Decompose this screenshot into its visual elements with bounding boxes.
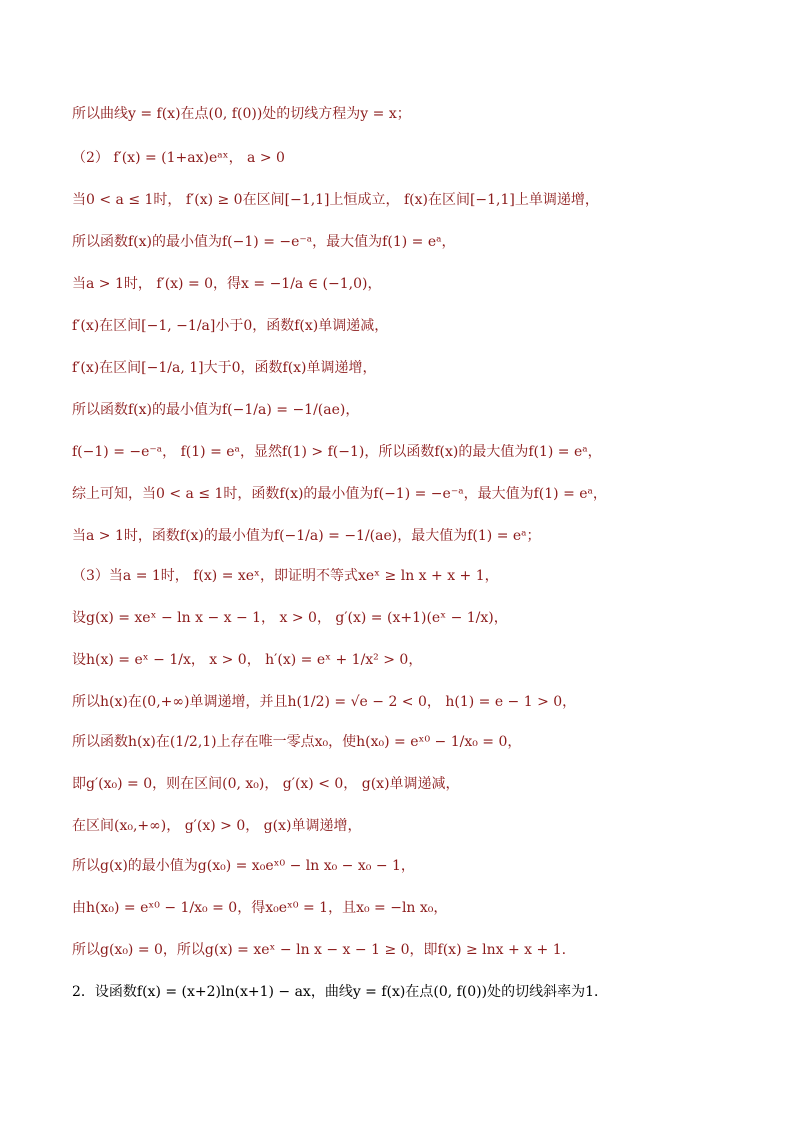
solution-line-21: 所以g(x₀) = 0，所以g(x) = xeˣ − ln x − x − 1 ≥ 0，即f(x) ≥ lnx + x + 1. xyxy=(72,942,567,958)
solution-line-6: f′(x)在区间[−1, −1/a]小于0，函数f(x)单调递减， xyxy=(72,318,389,334)
solution-line-3: 当0 < a ≤ 1时， f′(x) ≥ 0在区间[−1,1]上恒成立， f(x)在区间[−1,1]上单调递增， xyxy=(72,192,599,208)
solution-line-19: 所以g(x)的最小值为g(x₀) = x₀eˣ⁰ − ln x₀ − x₀ − 1， xyxy=(72,858,415,874)
solution-line-18: 在区间(x₀,+∞)， g′(x) > 0， g(x)单调递增， xyxy=(72,818,362,834)
solution-line-14: 设h(x) = eˣ − 1/x， x > 0， h′(x) = eˣ + 1/x² > 0， xyxy=(72,652,423,668)
solution-line-7: f′(x)在区间[−1/a, 1]大于0，函数f(x)单调递增， xyxy=(72,360,377,376)
solution-line-5: 当a > 1时， f′(x) = 0，得x = −1/a ∈ (−1,0)， xyxy=(72,276,382,292)
solution-line-11: 当a > 1时，函数f(x)的最小值为f(−1/a) = −1/(ae)，最大值为f(1) = eᵃ； xyxy=(72,528,541,544)
solution-line-20: 由h(x₀) = eˣ⁰ − 1/x₀ = 0，得x₀eˣ⁰ = 1，且x₀ = −ln x₀， xyxy=(72,900,448,916)
solution-line-1: 所以曲线y = f(x)在点(0, f(0))处的切线方程为y = x； xyxy=(72,106,411,122)
solution-line-12: （3）当a = 1时， f(x) = xeˣ，即证明不等式xeˣ ≥ ln x + x + 1， xyxy=(72,568,499,584)
solution-line-4: 所以函数f(x)的最小值为f(−1) = −e⁻ᵃ，最大值为f(1) = eᵃ， xyxy=(72,234,456,250)
problem-statement-2: 2．设函数f(x) = (x+2)ln(x+1) − ax，曲线y = f(x)在点(0, f(0))处的切线斜率为1． xyxy=(72,984,609,1000)
solution-line-9: f(−1) = −e⁻ᵃ， f(1) = eᵃ，显然f(1) > f(−1)，所以函数f(x)的最大值为f(1) = eᵃ， xyxy=(72,444,602,460)
solution-line-13: 设g(x) = xeˣ − ln x − x − 1， x > 0， g′(x) = (x+1)(eˣ − 1/x)， xyxy=(72,610,508,626)
solution-line-15: 所以h(x)在(0,+∞)单调递增，并且h(1/2) = √e − 2 < 0， h(1) = e − 1 > 0， xyxy=(72,694,577,710)
solution-line-8: 所以函数f(x)的最小值为f(−1/a) = −1/(ae)， xyxy=(72,402,360,418)
solution-line-10: 综上可知，当0 < a ≤ 1时，函数f(x)的最小值为f(−1) = −e⁻ᵃ，最大值为f(1) = eᵃ， xyxy=(72,486,607,502)
solution-line-2: （2） f′(x) = (1+ax)eᵃˣ， a > 0 xyxy=(72,150,285,166)
solution-line-16: 所以函数h(x)在(1/2,1)上存在唯一零点x₀，使h(x₀) = eˣ⁰ − 1/x₀ = 0， xyxy=(72,734,522,750)
solution-line-17: 即g′(x₀) = 0，则在区间(0, x₀)， g′(x) < 0， g(x)单调递减， xyxy=(72,776,460,792)
